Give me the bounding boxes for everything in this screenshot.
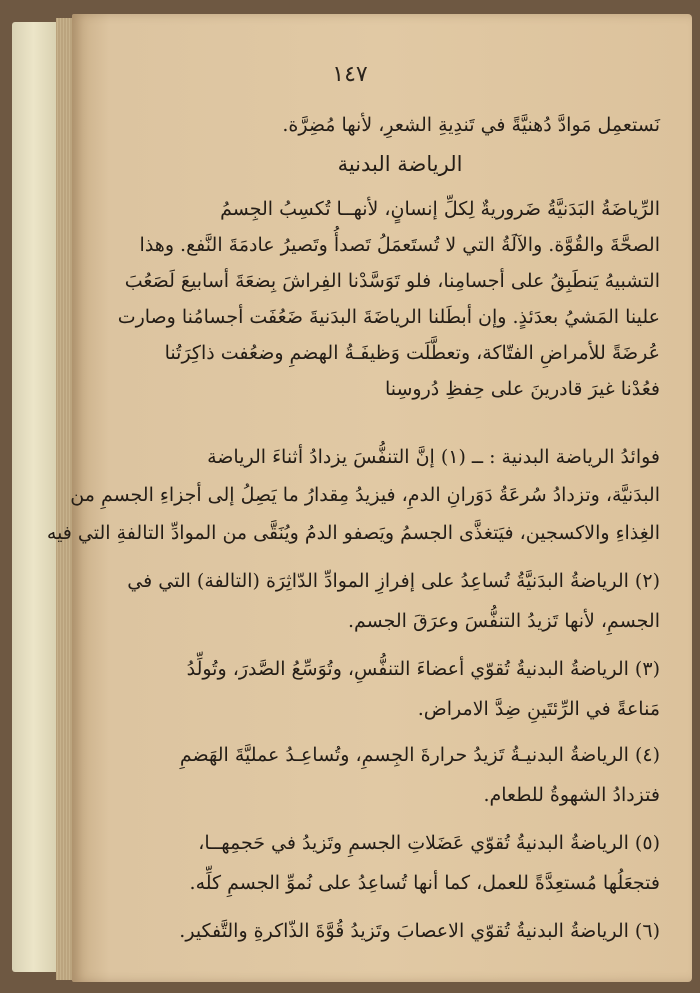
item-line: (٤) الرياضةُ البدنيـةُ تَزيدُ حرارةَ الجِسمِ، وتُساعِـدُ عمليَّةَ الهَضمِ bbox=[179, 744, 660, 766]
item-line: فتزدادُ الشهوةُ للطعام. bbox=[483, 784, 660, 806]
paragraph-line: الصحَّةَ والقُوَّة. والآلَةُ التي لا تُستَعمَلُ تَصدأُ وتَصيرُ عادمَةَ النَّفع. وهذا bbox=[139, 234, 660, 256]
benefits-line: الغِذاءِ والاكسجين، فيَتغذَّى الجسمُ ويَصفو الدمُ ويُنَقَّى من الموادِّ التالفةِ التي فيه bbox=[46, 522, 660, 544]
page-number: ١٤٧ bbox=[332, 62, 368, 87]
benefits-line: البدَنيَّة، وتزدادُ سُرعَةُ دَوَرانِ الدمِ، فيزيدُ مِقدارُ ما يَصِلُ إلى أجزاءِ الجسمِ من bbox=[70, 484, 660, 506]
item-line: فتجعَلُها مُستعِدَّةً للعمل، كما أنها تُساعِدُ على نُموِّ الجسمِ كلِّه. bbox=[189, 872, 660, 894]
paragraph-line: علينا المَشيُ بعدَئذٍ. وإن أبطَلنا الرياضَةَ البدَنيةَ ضَعُفَت أجسامُنا وصارت bbox=[117, 306, 660, 328]
paragraph-line: فعُدْنا غيرَ قادرينَ على حِفظِ دُروسِنا bbox=[384, 378, 660, 400]
item-line: (٥) الرياضةُ البدنيةُ تُقوّي عَضَلاتِ الجسمِ وتَزيدُ في حَجمِهــا، bbox=[198, 832, 660, 854]
item-line: (٢) الرياضةُ البدَنيَّةُ تُساعِدُ على إفرازِ الموادِّ الدّاثِرَة (التالفة) التي في bbox=[127, 570, 660, 592]
paragraph-line: الرِّياضَةُ البَدَنيَّةُ ضَروريةٌ لِكلِّ إنسانٍ، لأنهــا تُكسِبُ الجِسمُ bbox=[220, 198, 660, 220]
item-line: مَناعةً في الرِّئتَينِ ضِدَّ الامراض. bbox=[417, 698, 660, 720]
book-spine bbox=[12, 22, 60, 972]
item-line: (٦) الرياضةُ البدنيةُ تُقوّي الاعصابَ وتَزيدُ قُوَّةَ الذّاكرةِ والتَّفكير. bbox=[179, 920, 660, 942]
section-heading: الرياضة البدنية bbox=[337, 152, 463, 176]
paragraph-line: عُرضَةً للأمراضِ الفتّاكة، وتعطَّلَت وَظيفَـةُ الهضمِ وضعُفت ذاكِرَتُنا bbox=[164, 342, 660, 364]
intro-line: نَستعمِل مَوادَّ دُهنيَّةً في تَندِيةِ الشعرِ، لأنها مُضِرَّة. bbox=[282, 114, 660, 136]
benefits-intro: فوائدُ الرياضة البدنية : ــ (١) إنَّ التنفُّسَ يزدادُ أثناءَ الرياضة bbox=[207, 446, 660, 468]
paragraph-line: التشبيهُ يَنطَبِقُ على أجسامِنا، فلو تَوَسَّدْنا الفِراشَ بِضعَةَ أسابيعَ لَصَعُبَ bbox=[124, 270, 660, 292]
item-line: (٣) الرياضةُ البدنيةُ تُقوّي أعضاءَ التنفُّسِ، وتُوَسِّعُ الصَّدرَ، وتُولِّدُ bbox=[186, 658, 660, 680]
item-line: الجسمِ، لأنها تَزيدُ التنفُّسَ وعرَقَ الجسم. bbox=[347, 610, 660, 632]
